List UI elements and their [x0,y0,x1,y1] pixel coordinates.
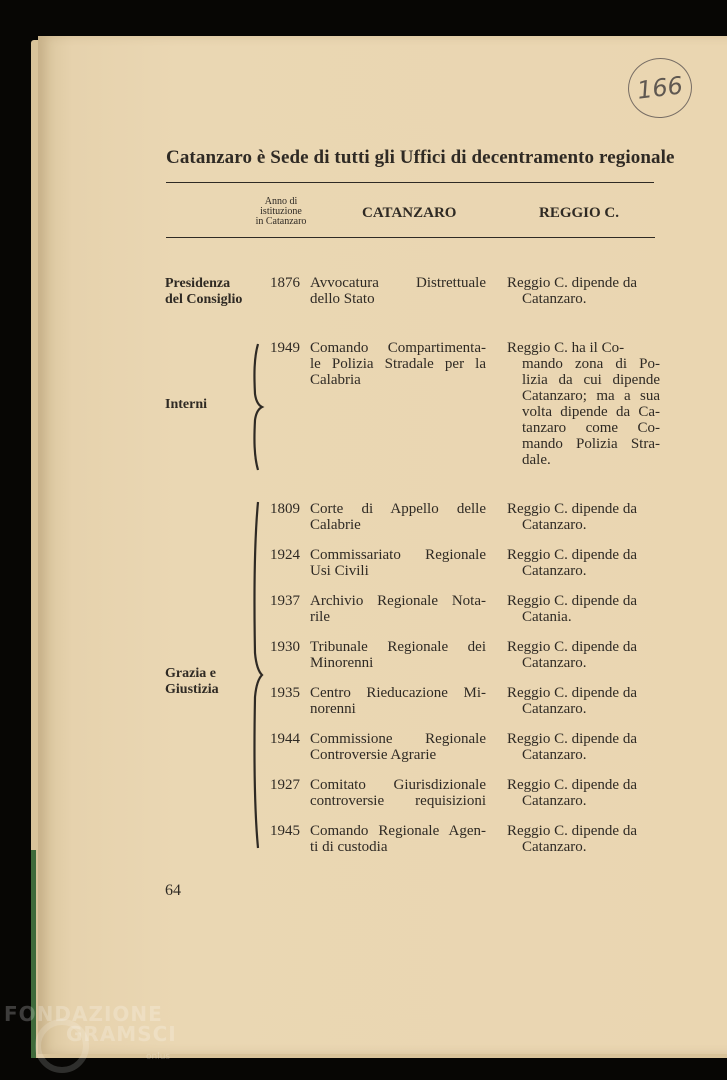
year-header-line-3: in Catanzaro [255,216,307,227]
relation-line: Catanzaro. [522,517,587,533]
office-cell [310,593,486,625]
office-line: Archivio Regionale Nota- [310,593,486,609]
section-name-line-1: Presidenza [165,276,231,291]
reggio-column-header: REGGIO C. [539,205,620,221]
relation-line: Catanzaro. [522,291,587,307]
office-line: le Polizia Stradale per la [310,356,486,372]
year-cell: 1945 [270,823,300,839]
relation-line: mando zona di Po- [522,356,660,372]
year-cell: 1930 [270,639,300,655]
office-cell [310,501,486,533]
year-cell: 1937 [270,593,300,609]
office-line: rile [310,609,330,625]
office-line: Minorenni [310,655,374,671]
office-line: Centro Rieducazione Mi- [310,685,486,701]
section-presidenza [165,276,242,308]
year-cell: 1935 [270,685,300,701]
relation-line: Reggio C. dipende da [507,501,637,517]
year-header-line-2: istituzione [260,206,302,217]
office-cell [310,275,486,307]
header-top-rule [166,182,654,183]
office-line: Comando Regionale Agen- [310,823,486,839]
office-line: Commissariato Regionale [310,547,486,563]
office-cell [310,777,486,809]
office-line: Usi Civili [310,563,369,579]
office-line: controversie requisizioni [310,793,486,809]
relation-cell [507,823,660,855]
year-header-line-1: Anno di [264,196,298,207]
relation-cell [507,501,660,533]
office-line: ti di custodia [310,839,388,855]
catanzaro-column-header: CATANZARO [362,205,457,221]
office-cell [310,685,486,717]
relation-line: Reggio C. dipende da [507,593,637,609]
section-name-line-1: Interni [165,397,207,412]
relation-line: Catanzaro. [522,793,587,809]
office-line: Avvocatura Distrettuale [310,275,486,291]
relation-cell [507,275,660,307]
relation-cell [507,731,660,763]
relation-line: tanzaro come Co- [522,420,660,436]
relation-line: Reggio C. ha il Co- [507,340,625,356]
relation-line: Reggio C. dipende da [507,547,637,563]
section-name-line-1: Grazia e [165,666,216,681]
office-line: Controversie Agrarie [310,747,437,763]
office-cell [310,340,486,388]
year-cell: 1944 [270,731,300,747]
relation-line: volta dipende da Ca- [522,404,660,420]
section-interni [165,397,207,413]
relation-cell [507,340,660,468]
office-line: Tribunale Regionale dei [310,639,486,655]
office-cell [310,823,486,855]
relation-line: Catanzaro; ma a sua [522,388,660,404]
interni-brace [249,342,265,472]
relation-cell [507,685,660,717]
relation-line: Catanzaro. [522,701,587,717]
section-grazia-giustizia [165,666,219,698]
relation-line: Catanzaro. [522,747,587,763]
relation-cell [507,777,660,809]
grazia-brace [249,500,265,850]
office-line: dello Stato [310,291,375,307]
relation-line: Catanzaro. [522,563,587,579]
relation-line: Reggio C. dipende da [507,639,637,655]
office-cell [310,639,486,671]
page-number: 64 [165,882,181,899]
section-name-line-2: Giustizia [165,682,219,697]
relation-line: Reggio C. dipende da [507,731,637,747]
relation-cell [507,593,660,625]
year-column-header [246,197,316,227]
relation-line: Reggio C. dipende da [507,685,637,701]
relation-cell [507,547,660,579]
relation-cell [507,639,660,671]
section-name-line-2: del Consiglio [165,292,243,307]
office-line: Comitato Giurisdizionale [310,777,486,793]
relation-line: Catanzaro. [522,839,587,855]
office-line: Commissione Regionale [310,731,486,747]
office-line: Comando Compartimenta- [310,340,486,356]
watermark-line-1: FONDAZIONE [4,1002,163,1026]
relation-line: mando Polizia Stra- [522,436,660,452]
year-cell: 1876 [270,275,300,291]
relation-line: Reggio C. dipende da [507,777,637,793]
office-line: norenni [310,701,356,717]
relation-line: Reggio C. dipende da [507,275,637,291]
relation-line: Catanzaro. [522,655,587,671]
fondazione-gramsci-watermark [4,1002,176,1074]
relation-line: lizia da cui dipende [522,372,660,388]
year-cell: 1927 [270,777,300,793]
relation-line: dale. [522,452,551,468]
relation-line: Catania. [522,609,572,625]
year-cell: 1809 [270,501,300,517]
office-line: Corte di Appello delle [310,501,486,517]
header-bottom-rule [166,237,655,238]
office-line: Calabrie [310,517,361,533]
year-cell: 1949 [270,340,300,356]
office-cell [310,547,486,579]
office-cell [310,731,486,763]
watermark-onlus: onlus [146,1052,171,1062]
handwritten-page-mark: 166 [625,54,696,121]
year-cell: 1924 [270,547,300,563]
office-line: Calabria [310,372,361,388]
watermark-line-2: GRAMSCI [66,1022,177,1046]
relation-line: Reggio C. dipende da [507,823,637,839]
document-page [38,36,727,1054]
document-title: Catanzaro è Sede di tutti gli Uffici di decentramento regionale [166,147,675,168]
